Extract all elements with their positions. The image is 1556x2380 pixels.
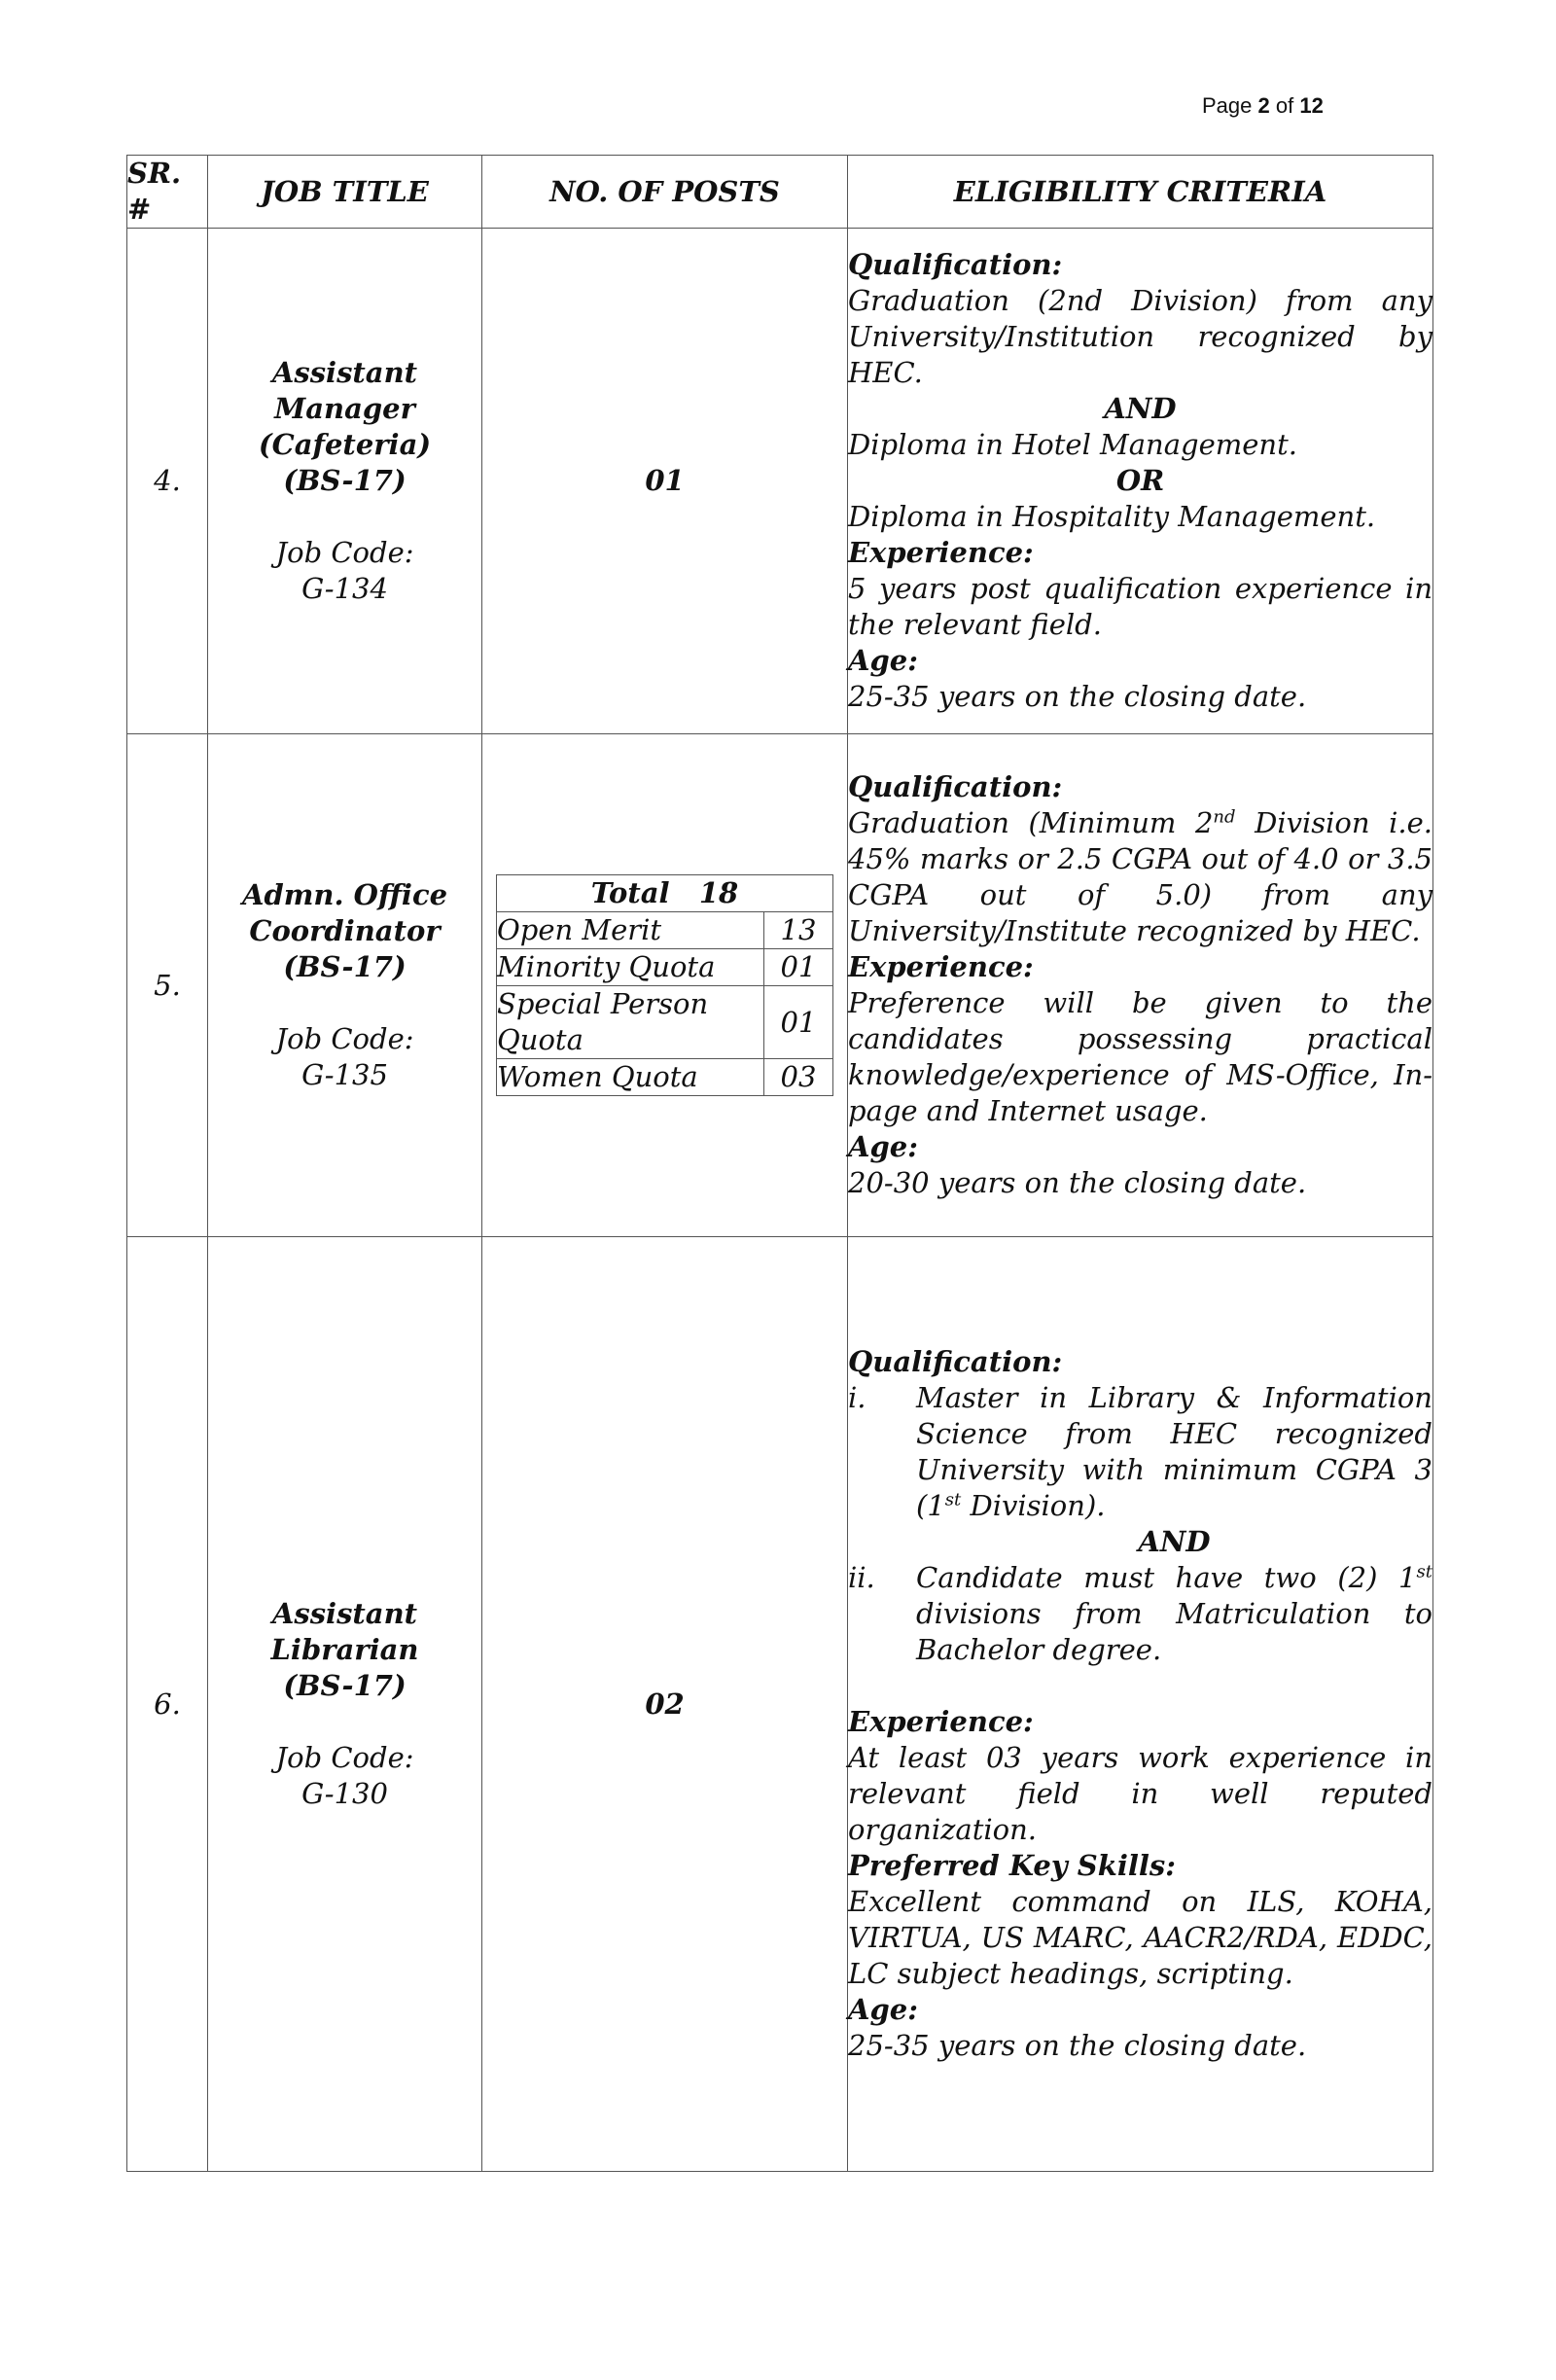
job-code-label: Job Code: <box>275 1022 414 1055</box>
list-text-a: Candidate must have two (2) 1 <box>916 1561 1417 1594</box>
experience-label: Experience: <box>848 1705 1034 1738</box>
quota-name: Minority Quota <box>497 949 764 986</box>
table-row <box>127 734 1433 1237</box>
skills-text: Excellent command on ILS, KOHA, VIRTUA, US MARC, AACR2/RDA, EDDC, LC subject headings, scripting. <box>848 1885 1432 1990</box>
page-of: of <box>1275 93 1294 118</box>
job-code-label: Job Code: <box>275 1741 414 1774</box>
job-title-line: Manager <box>274 392 415 425</box>
job-code: G-130 <box>301 1777 388 1810</box>
header-criteria: ELIGIBILITY CRITERIA <box>848 156 1433 229</box>
list-text-a: Master in Library & Information Science from HEC recognized University with minimum CGPA 3 (1 <box>916 1381 1432 1522</box>
page-current: 2 <box>1257 93 1270 118</box>
jobs-table <box>126 155 1433 2172</box>
qualification-text: Graduation (2nd Division) from any University/Institution recognized by HEC. <box>848 284 1432 389</box>
table-row <box>127 229 1433 734</box>
experience-label: Experience: <box>848 536 1034 569</box>
list-text-b: divisions from Matriculation to Bachelor degree. <box>916 1597 1432 1666</box>
qualification-text <box>848 805 1432 949</box>
qualification-label: Qualification: <box>848 770 1063 803</box>
criteria-cell <box>848 1237 1433 2172</box>
experience-text: Preference will be given to the candidates possessing practical knowledge/experience of MS-Office, In-page and Internet usage. <box>848 986 1432 1127</box>
job-title-cell <box>208 1237 482 2172</box>
quota-row <box>497 912 833 949</box>
job-title-line: Assistant <box>271 356 418 389</box>
quota-name: Women Quota <box>497 1059 764 1096</box>
quota-value: 13 <box>764 912 833 949</box>
age-value: 25-35 years on the closing date. <box>848 680 1307 713</box>
ordinal-suffix: st <box>944 1489 962 1510</box>
ordinal-suffix: nd <box>1213 806 1236 828</box>
and-connector: AND <box>1104 392 1177 425</box>
list-text <box>916 1380 1432 1524</box>
job-title-line: Assistant <box>271 1597 418 1630</box>
and-connector: AND <box>1138 1525 1211 1558</box>
posts-quota-cell <box>482 734 848 1237</box>
header-sr: SR. # <box>127 156 208 229</box>
quota-table <box>496 874 833 1096</box>
age-label: Age: <box>848 644 918 677</box>
quota-row <box>497 986 833 1059</box>
quota-total-label: Total <box>590 876 670 909</box>
qualification-text-a: Graduation (Minimum 2 <box>848 806 1214 839</box>
quota-row <box>497 949 833 986</box>
experience-text: 5 years post qualification experience in the relevant field. <box>848 572 1432 641</box>
table-row <box>127 1237 1433 2172</box>
job-title-line: (Cafeteria) <box>258 428 432 461</box>
criteria-cell <box>848 734 1433 1237</box>
list-text-b: Division). <box>961 1489 1106 1522</box>
quota-name: Special Person Quota <box>497 986 764 1059</box>
posts-count: 01 <box>482 229 848 734</box>
ordinal-suffix: st <box>1416 1561 1432 1582</box>
job-title-line: Coordinator <box>249 914 441 947</box>
qualification-text: Diploma in Hotel Management. <box>848 428 1297 461</box>
skills-label: Preferred Key Skills: <box>848 1849 1176 1882</box>
job-title-cell <box>208 734 482 1237</box>
age-label: Age: <box>848 1130 918 1163</box>
experience-label: Experience: <box>848 950 1034 983</box>
qualification-label: Qualification: <box>848 1345 1063 1378</box>
qualification-label: Qualification: <box>848 248 1063 281</box>
row-sr: 5. <box>127 734 208 1237</box>
job-title-line: Librarian <box>270 1633 419 1666</box>
job-title-cell <box>208 229 482 734</box>
list-number: ii. <box>848 1561 875 1594</box>
quota-value: 03 <box>764 1059 833 1096</box>
job-code: G-134 <box>301 572 388 605</box>
list-text <box>916 1560 1432 1668</box>
quota-value: 01 <box>764 986 833 1059</box>
job-title-line: (BS-17) <box>283 464 407 497</box>
quota-total-value: 18 <box>698 876 739 909</box>
list-number: i. <box>848 1381 866 1414</box>
page-prefix: Page <box>1202 93 1253 118</box>
quota-row <box>497 1059 833 1096</box>
age-text <box>848 679 1432 715</box>
age-text: 20-30 years on the closing date. <box>848 1166 1307 1199</box>
list-item <box>848 1380 1432 1524</box>
or-connector: OR <box>1115 464 1165 497</box>
job-title-line: Admn. Office <box>241 878 448 911</box>
quota-name: Open Merit <box>497 912 764 949</box>
job-code: G-135 <box>301 1058 388 1091</box>
qualification-text-b: Division i.e. 45% marks or 2.5 CGPA out of 4.0 or 3.5 CGPA out of 5.0) from any University/Institute recognized by HEC. <box>848 806 1432 947</box>
row-sr: 6. <box>127 1237 208 2172</box>
criteria-cell <box>848 229 1433 734</box>
quota-value: 01 <box>764 949 833 986</box>
page-number <box>1202 93 1324 119</box>
job-title-line: (BS-17) <box>283 1669 407 1702</box>
quota-total <box>497 875 833 912</box>
list-item <box>848 1560 1432 1668</box>
header-posts: NO. OF POSTS <box>482 156 848 229</box>
job-title-line: (BS-17) <box>283 950 407 983</box>
header-job-title: JOB TITLE <box>208 156 482 229</box>
posts-count: 02 <box>482 1237 848 2172</box>
page-total: 12 <box>1299 93 1324 118</box>
row-sr: 4. <box>127 229 208 734</box>
experience-text: At least 03 years work experience in relevant field in well reputed organization. <box>848 1741 1432 1846</box>
qualification-text: Diploma in Hospitality Management. <box>848 500 1376 533</box>
table-header-row <box>127 156 1433 229</box>
job-code-label: Job Code: <box>275 536 414 569</box>
age-label: Age: <box>848 1993 918 2026</box>
age-text: 25-35 years on the closing date. <box>848 2029 1307 2062</box>
